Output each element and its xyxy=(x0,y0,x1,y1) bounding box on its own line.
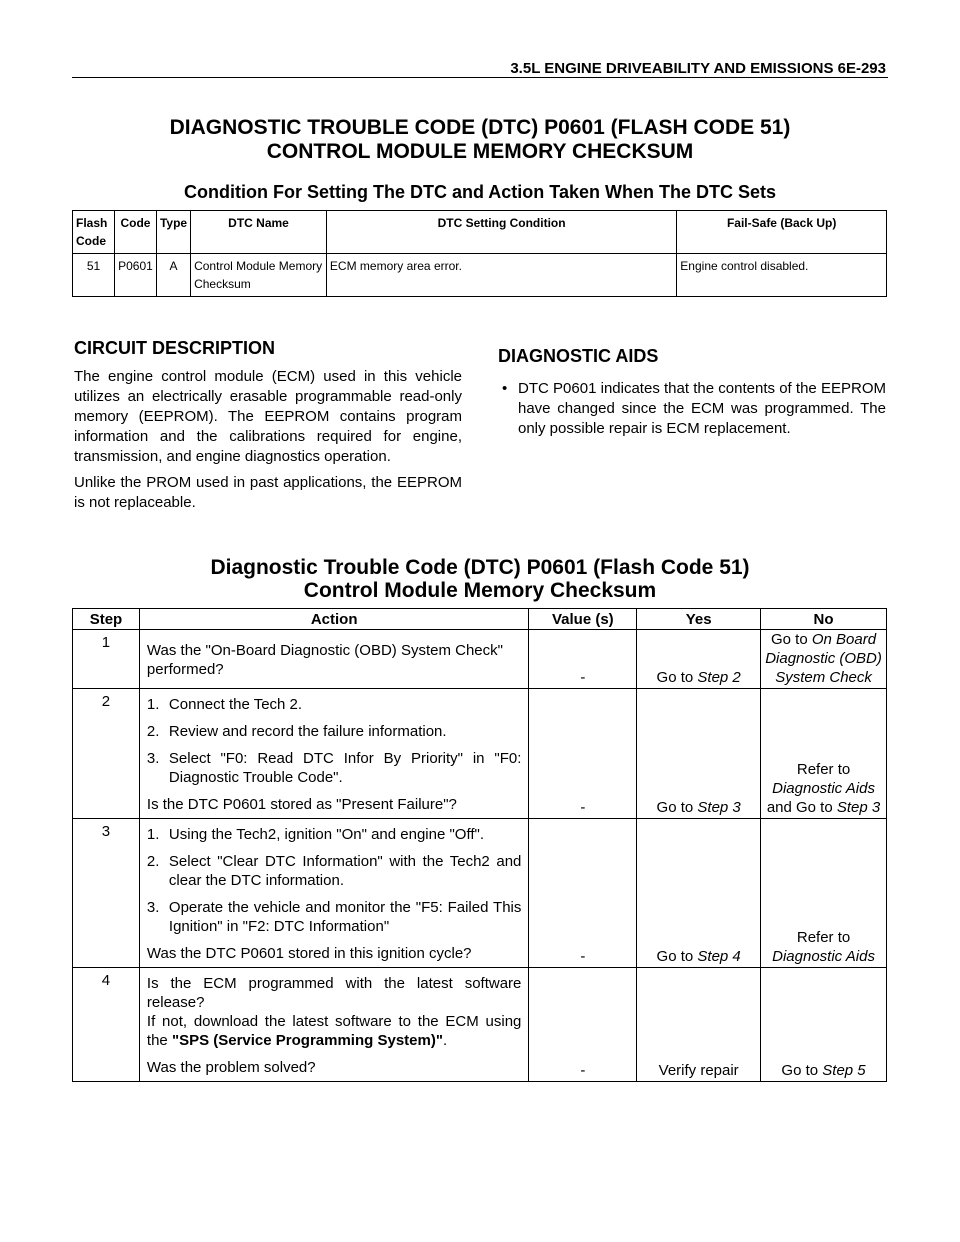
step-value: - xyxy=(529,689,637,819)
col-dtc-name: DTC Name xyxy=(191,211,327,254)
item-number: 1. xyxy=(146,826,160,843)
item-number: 2. xyxy=(146,853,160,870)
no-refer-to: Refer to xyxy=(796,929,851,946)
step-value: - xyxy=(529,968,637,1082)
item-text: Select "Clear DTC Information" with the Tech2 and clear the DTC information. xyxy=(168,853,522,889)
item-number: 1. xyxy=(146,696,160,713)
step-question: Was the problem solved? xyxy=(146,1059,316,1076)
step-action xyxy=(139,689,528,819)
step-question: Was the "On-Board Diagnostic (OBD) System Check" performed? xyxy=(146,642,503,678)
no-prefix: Go to xyxy=(771,631,812,648)
diagnostic-steps-table xyxy=(72,608,887,1082)
no-refer-to: Refer to xyxy=(796,761,851,778)
item-number: 3. xyxy=(146,750,160,767)
para2-suffix: . xyxy=(442,1032,448,1049)
yes-prefix: Go to xyxy=(656,799,698,816)
no-aids-link[interactable]: Diagnostic Aids xyxy=(772,780,875,797)
item-number: 2. xyxy=(146,723,160,740)
step-row-4 xyxy=(73,968,887,1082)
step-yes xyxy=(637,630,761,689)
step-no xyxy=(761,689,887,819)
step-question: Was the DTC P0601 stored in this ignition cycle? xyxy=(146,945,472,962)
cell-flash-code: 51 xyxy=(73,254,115,297)
item-number: 3. xyxy=(146,899,160,916)
step-row-1 xyxy=(73,630,887,689)
action-item xyxy=(147,695,521,714)
step-yes xyxy=(637,689,761,819)
step-paragraph-2 xyxy=(147,1012,521,1050)
yes-prefix: Go to xyxy=(656,948,698,965)
steps-header-row xyxy=(73,609,887,630)
step-yes xyxy=(637,819,761,968)
step-row-2 xyxy=(73,689,887,819)
yes-step-link[interactable]: Step 4 xyxy=(697,948,741,965)
sps-label: "SPS (Service Programming System)" xyxy=(171,1032,443,1049)
main-title xyxy=(0,116,960,164)
item-text: Operate the vehicle and monitor the "F5: Failed This Ignition" in "F2: DTC Information" xyxy=(168,899,522,935)
dtc-title-line1: Diagnostic Trouble Code (DTC) P0601 (Flash Code 51) xyxy=(210,556,750,579)
step-row-3 xyxy=(73,819,887,968)
step-number: 4 xyxy=(73,968,140,1082)
circuit-paragraph-2: Unlike the PROM used in past applications, the EEPROM is not replaceable. xyxy=(74,474,462,511)
item-text: Review and record the failure information. xyxy=(168,723,447,740)
condition-heading: Condition For Setting The DTC and Action Taken When The DTC Sets xyxy=(184,182,776,202)
step-value: - xyxy=(529,630,637,689)
no-prefix: Go to xyxy=(781,1062,823,1079)
step-question: Is the DTC P0601 stored as "Present Failure"? xyxy=(146,796,457,813)
item-text: Using the Tech2, ignition "On" and engine "Off". xyxy=(168,826,485,843)
no-step-link[interactable]: On Board Diagnostic (OBD) System Check xyxy=(765,631,882,686)
cell-type: A xyxy=(156,254,190,297)
step-value: - xyxy=(529,819,637,968)
col-type: Type xyxy=(156,211,190,254)
no-step-link[interactable]: Step 3 xyxy=(836,799,881,816)
step-no xyxy=(761,819,887,968)
cell-code: P0601 xyxy=(114,254,156,297)
step-yes: Verify repair xyxy=(637,968,761,1082)
item-text: Connect the Tech 2. xyxy=(168,696,303,713)
cell-setting-condition: ECM memory area error. xyxy=(326,254,676,297)
no-mid: and Go to xyxy=(766,799,837,816)
col-no: No xyxy=(761,609,887,630)
yes-step-link[interactable]: Step 2 xyxy=(697,669,741,686)
action-item xyxy=(147,749,521,787)
aids-heading: DIAGNOSTIC AIDS xyxy=(498,346,659,366)
step-action xyxy=(139,819,528,968)
step-no xyxy=(761,968,887,1082)
no-aids-link[interactable]: Diagnostic Aids xyxy=(772,948,875,965)
condition-table xyxy=(72,210,887,297)
aids-list xyxy=(498,379,886,439)
circuit-paragraph-1: The engine control module (ECM) used in this vehicle utilizes an electrically erasable programmable read-only memory (EEPROM). The EEPROM contains program information and the calibrations required for engine, transmission, and engine diagnostics operation. xyxy=(74,368,462,465)
col-step: Step xyxy=(73,609,140,630)
action-item xyxy=(147,825,521,844)
dtc-title-line2: Control Module Memory Checksum xyxy=(303,579,657,602)
col-action: Action xyxy=(139,609,528,630)
dtc-table-title xyxy=(0,556,960,602)
step-no xyxy=(761,630,887,689)
col-code: Code xyxy=(114,211,156,254)
item-text: Select "F0: Read DTC Infor By Priority" in "F0: Diagnostic Trouble Code". xyxy=(168,750,522,786)
step-paragraph-1: Is the ECM programmed with the latest software release? xyxy=(146,975,522,1011)
action-item xyxy=(147,898,521,936)
col-setting-condition: DTC Setting Condition xyxy=(326,211,676,254)
action-item xyxy=(147,722,521,741)
col-fail-safe: Fail-Safe (Back Up) xyxy=(677,211,887,254)
cell-fail-safe: Engine control disabled. xyxy=(677,254,887,297)
action-item xyxy=(147,852,521,890)
step-number: 2 xyxy=(73,689,140,819)
main-title-line2: CONTROL MODULE MEMORY CHECKSUM xyxy=(266,140,694,163)
main-title-line1: DIAGNOSTIC TROUBLE CODE (DTC) P0601 (FLASH CODE 51) xyxy=(169,116,791,139)
circuit-heading: CIRCUIT DESCRIPTION xyxy=(74,338,276,358)
circuit-description-section xyxy=(74,338,462,513)
condition-row xyxy=(73,254,887,297)
step-number: 3 xyxy=(73,819,140,968)
yes-prefix: Go to xyxy=(656,669,698,686)
cell-dtc-name: Control Module Memory Checksum xyxy=(191,254,327,297)
header-rule xyxy=(72,77,888,78)
col-value: Value (s) xyxy=(529,609,637,630)
para2-prefix: If not, download the latest software to the ECM using the xyxy=(146,1013,522,1049)
no-step-link[interactable]: Step 5 xyxy=(822,1062,866,1079)
diagnostic-aids-section xyxy=(498,346,886,439)
step-action xyxy=(139,968,528,1082)
col-flash-code: Flash Code xyxy=(73,211,115,254)
condition-header-row xyxy=(73,211,887,254)
step-number: 1 xyxy=(73,630,140,689)
page-header-title: 3.5L ENGINE DRIVEABILITY AND EMISSIONS 6E-293 xyxy=(510,60,886,77)
aids-bullet-1: • DTC P0601 indicates that the contents of the EEPROM have changed since the ECM was programmed. The only possible repair is ECM replacement. xyxy=(498,379,886,439)
step-action xyxy=(139,630,528,689)
col-yes: Yes xyxy=(637,609,761,630)
yes-step-link[interactable]: Step 3 xyxy=(697,799,741,816)
